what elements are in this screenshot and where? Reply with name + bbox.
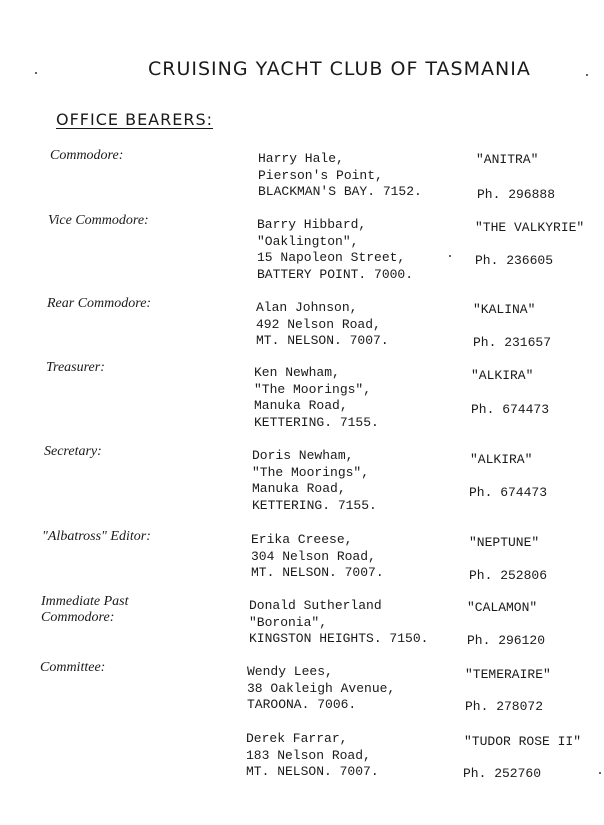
role-label: Vice Commodore:: [48, 213, 149, 228]
address-block: Doris Newham, "The Moorings", Manuka Road, KETTERING. 7155.: [252, 448, 377, 513]
yacht-name: "THE VALKYRIE": [475, 220, 585, 235]
role-label: Treasurer:: [46, 360, 105, 375]
role-label: Committee:: [40, 660, 106, 675]
phone-number: Ph. 296120: [467, 633, 546, 648]
yacht-name: "NEPTUNE": [469, 535, 540, 550]
phone-number: Ph. 231657: [473, 335, 552, 350]
section-heading: OFFICE BEARERS:: [56, 110, 214, 129]
phone-number: Ph. 252806: [469, 568, 548, 583]
scan-speck: [599, 772, 601, 774]
yacht-name: "TUDOR ROSE II": [464, 734, 582, 749]
address-block: Donald Sutherland "Boronia", KINGSTON HEIGHTS. 7150.: [249, 598, 429, 646]
role-label: Rear Commodore:: [47, 296, 152, 311]
yacht-name: "CALAMON": [467, 600, 538, 615]
role-label: Secretary:: [44, 444, 102, 459]
address-block: Erika Creese, 304 Nelson Road, MT. NELSON. 7007.: [251, 532, 384, 580]
address-block: Derek Farrar, 183 Nelson Road, MT. NELSON. 7007.: [246, 731, 379, 779]
address-block: Barry Hibbard, "Oaklington", 15 Napoleon Street, BATTERY POINT. 7000.: [257, 217, 414, 282]
address-block: Harry Hale, Pierson's Point, BLACKMAN'S BAY. 7152.: [258, 151, 422, 199]
page-title: CRUISING YACHT CLUB OF TASMANIA: [148, 58, 531, 80]
yacht-name: "TEMERAIRE": [465, 667, 551, 682]
address-block: Alan Johnson, 492 Nelson Road, MT. NELSON. 7007.: [256, 300, 389, 348]
yacht-name: "ANITRA": [476, 152, 539, 167]
address-block: Wendy Lees, 38 Oakleigh Avenue, TAROONA. 7006.: [247, 664, 396, 712]
yacht-name: "ALKIRA": [471, 368, 534, 383]
yacht-name: "KALINA": [473, 302, 536, 317]
yacht-name: "ALKIRA": [470, 452, 533, 467]
scan-speck: [449, 255, 451, 257]
role-label: Immediate Past Commodore:: [41, 594, 129, 625]
phone-number: Ph. 252760: [463, 766, 542, 781]
role-label: "Albatross" Editor:: [42, 529, 151, 544]
phone-number: Ph. 296888: [477, 187, 556, 202]
role-label: Commodore:: [50, 148, 124, 163]
scan-speck: [35, 72, 37, 74]
phone-number: Ph. 674473: [471, 402, 550, 417]
phone-number: Ph. 236605: [475, 253, 554, 268]
address-block: Ken Newham, "The Moorings", Manuka Road, KETTERING. 7155.: [254, 365, 379, 430]
phone-number: Ph. 674473: [469, 485, 548, 500]
phone-number: Ph. 278072: [465, 699, 544, 714]
scan-speck: [586, 74, 588, 76]
